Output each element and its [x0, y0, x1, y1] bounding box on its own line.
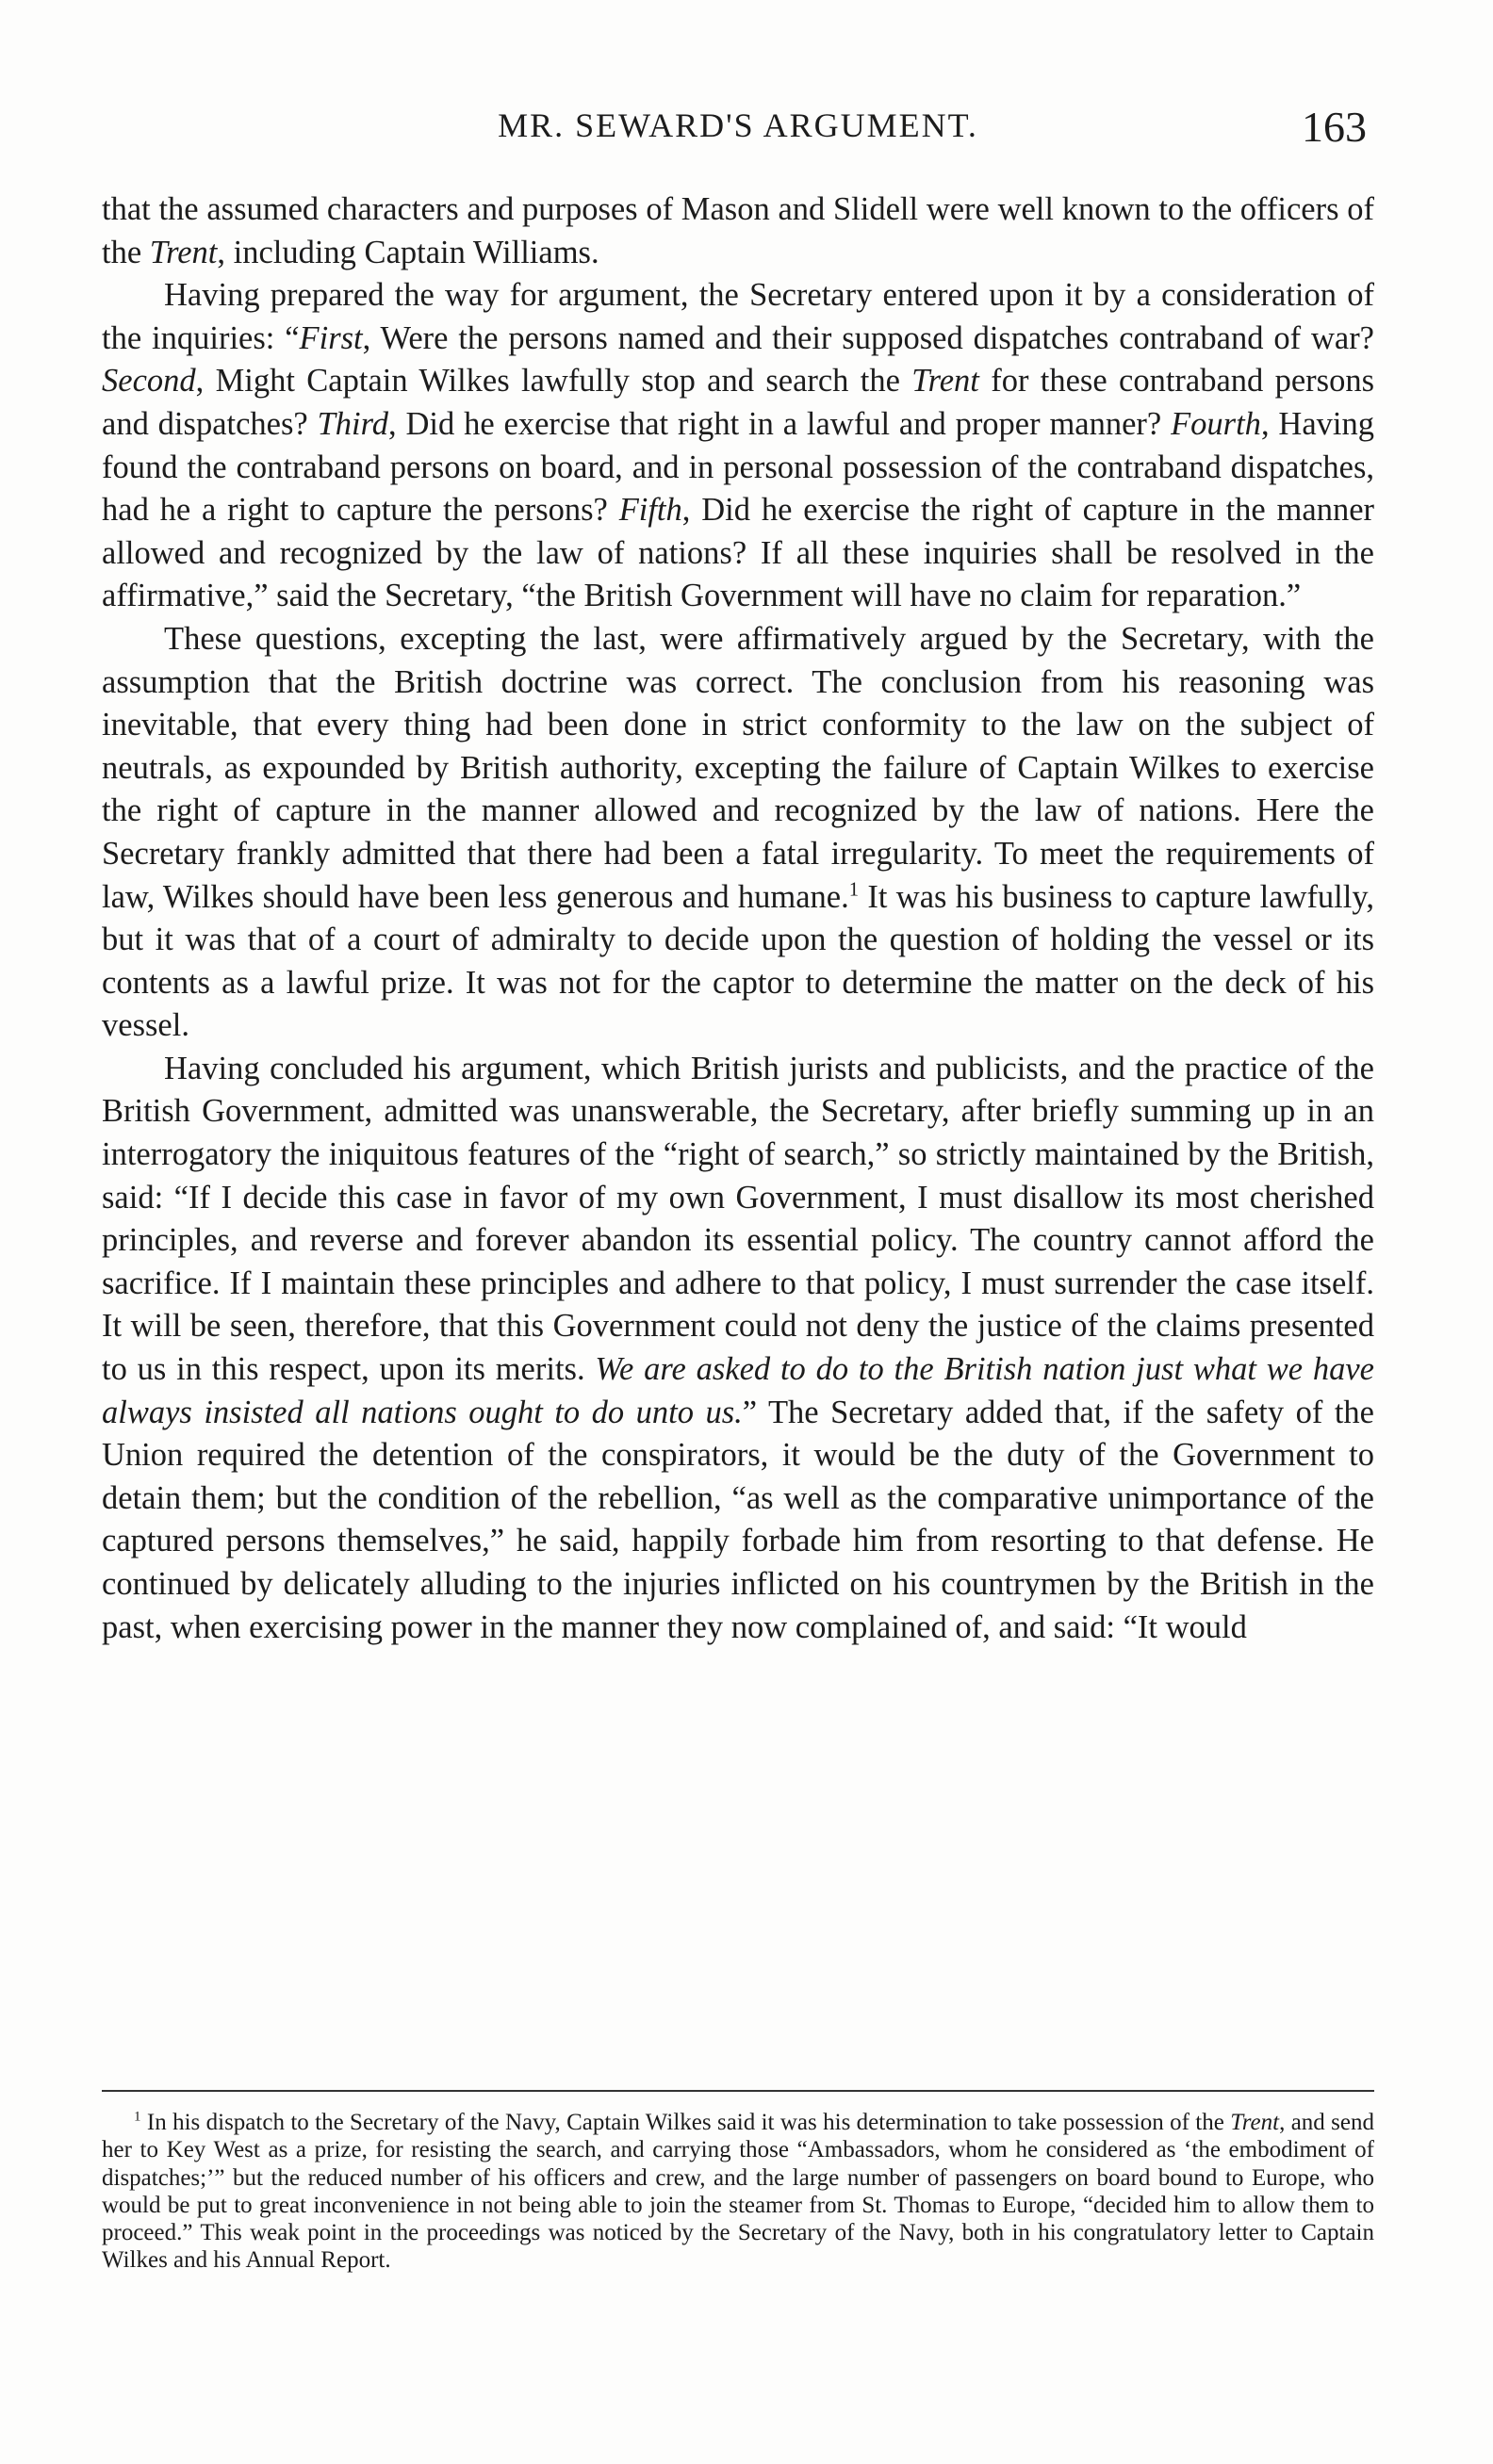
- text-run: , Were the persons named and their supposed dispatches contraband of war?: [362, 319, 1374, 356]
- running-title: MR. SEWARD'S ARGUMENT.: [498, 106, 978, 144]
- footnote-paragraph: [102, 2109, 1374, 2275]
- text-run: ” The Secretary added that, if the safety of the Union required the detention of the conspirators, it would be the duty of the Government to detain them; but the condition of the rebellion, “as well as the comparative unimportance of the captured persons themselves,” he said, happily forbade him from resorting to that defense. He continued by delicately alluding to the injuries inflicted on his countrymen by the British in the past, when exercising power in the manner they now complained of, and said: “It would: [102, 1394, 1374, 1645]
- text-run: These questions, excepting the last, were affirmatively argued by the Secretary, with the assumption that the British doctrine was correct. The conclusion from his reasoning was inevitable, that every thing had been done in strict conformity to the law on the subject of neutrals, as expounded by British authority, excepting the failure of Captain Wilkes to exercise the right of capture in the manner allowed and recognized by the law of nations. Here the Secretary frankly admitted that there had been a fatal irregularity. To meet the requirements of law, Wilkes should have been less generous and humane.: [102, 620, 1374, 915]
- footnote-marker: 1: [134, 2109, 141, 2125]
- italic-run: Trent: [1230, 2110, 1280, 2135]
- text-run: that the assumed characters and purposes of Mason and Slidell were well known to the officers of the: [102, 191, 1374, 270]
- text-run: Having concluded his argument, which British jurists and publicists, and the practice of the British Government, admitted was unanswerable, the Secretary, after briefly summing up in an interrogatory the iniquitous features of the “right of search,” so strictly maintained by the British, said: “If I decide this case in favor of my own Government, I must disallow its most cherished principles, and reverse and forever abandon its essential policy. The country cannot afford the sacrifice. If I maintain these principles and adhere to that policy, I must surrender the case itself. It will be seen, therefore, that this Government could not deny the justice of the claims presented to us in this respect, upon its merits.: [102, 1050, 1374, 1388]
- text-run: , Did he exercise the right of capture in the manner allowed and recognized by the law of nations? If all these inquiries shall be resolved in the affirmative,” said the Secretary, “the British Government will have no claim for reparation.”: [102, 492, 1374, 614]
- footnote-reference[interactable]: 1: [848, 879, 860, 900]
- italic-run: Fifth: [618, 492, 682, 529]
- page-number: 163: [1302, 103, 1367, 151]
- paragraph-4: [102, 1048, 1374, 1649]
- italic-run: Fourth: [1171, 405, 1261, 442]
- text-run: , Having found the contraband persons on board, and in personal possession of the contraband dispatches, had he a right to capture the persons?: [102, 405, 1374, 529]
- text-run: Having prepared the way for argument, the Secretary entered upon it by a consideration of the inquiries: “: [102, 277, 1374, 356]
- running-head: [102, 102, 1374, 158]
- text-run: , Might Captain Wilkes lawfully stop and search the: [195, 363, 912, 400]
- italic-run: We are asked to do to the British nation just what we have always insisted all nations ought to do unto us.: [102, 1351, 1374, 1430]
- body-text: [102, 188, 1374, 1649]
- text-run: It was his business to capture lawfully, but it was that of a court of admiralty to decide upon the question of holding the vessel or its contents as a lawful prize. It was not for the captor to determine the matter on the deck of his vessel.: [102, 878, 1374, 1044]
- italic-run: Third: [317, 405, 388, 442]
- text-run: In his dispatch to the Secretary of the Navy, Captain Wilkes said it was his determination to take possession of the: [140, 2110, 1231, 2135]
- paragraph-2: [102, 274, 1374, 618]
- footnote-divider: [102, 2090, 1374, 2092]
- italic-run: Trent: [911, 363, 979, 400]
- text-run: for these contraband persons and dispatches?: [102, 363, 1375, 442]
- paragraph-1: [102, 188, 1374, 274]
- paragraph-3: [102, 618, 1374, 1048]
- italic-run: Trent: [149, 234, 218, 270]
- text-run: , and send her to Key West as a prize, for resisting the search, and carrying those “Ambassadors, whom he considered as ‘the embodiment of dispatches;’” but the reduced number of his officers and crew, and the large number of passengers on board bound to Europe, who would be put to great inconvenience in not being able to join the steamer from St. Thomas to Europe, “decided him to allow them to proceed.” This weak point in the proceedings was noticed by the Secretary of the Navy, both in his congratulatory letter to Captain Wilkes and his Annual Report.: [102, 2110, 1375, 2274]
- italic-run: First: [299, 319, 363, 356]
- text-run: , Did he exercise that right in a lawful and proper manner?: [388, 405, 1172, 442]
- text-run: , including Captain Williams.: [217, 234, 599, 270]
- footnote: [102, 2109, 1374, 2275]
- italic-run: Second: [102, 363, 196, 400]
